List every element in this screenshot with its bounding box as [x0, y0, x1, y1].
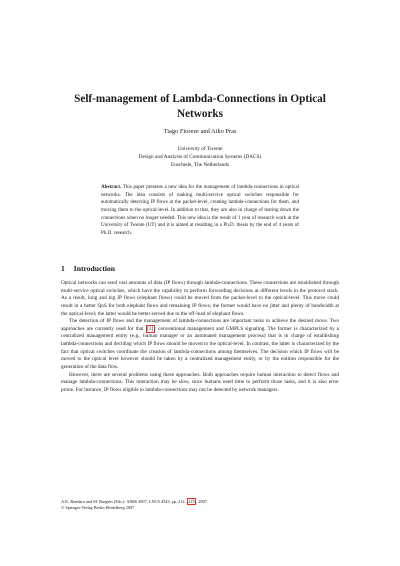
paragraph-3: However, there are several problems using these approaches. Both approaches require human interaction to detect flows and manage lambda-connections. This interaction may be slow, since humans need time to perform those tasks, and it is also error prone. For instance, IP flows eligible to lambda-connections may not be detected by network managers. [61, 371, 339, 393]
footer-copyright: © Springer-Verlag Berlin Heidelberg 2007 [61, 505, 135, 511]
body-text [61, 280, 339, 394]
affiliation-line-2: Design and Analysis of Communication Systems (DACS) [138, 154, 262, 161]
section-title: Introduction [73, 264, 116, 273]
footer-citation-start: A.K. Bandara and M. Burgess (Eds.): AIMS 2007, LNCS 4543, pp. 212– [61, 499, 187, 504]
affiliation-line-3: Enschede, The Netherlands [171, 162, 229, 169]
paper-title: Self-management of Lambda-Connections in Optical Networks [74, 93, 326, 120]
abstract-label: Abstract. [101, 184, 122, 190]
authors: Tiago Fioreze and Aiko Pras [163, 128, 237, 135]
paragraph-2-start: The detection of IP flows and the management of lambda-connections are important tasks to achieve the desired move. Two approaches are currently used for that [61, 318, 339, 332]
abstract [101, 184, 299, 238]
affiliation [60, 145, 340, 170]
footer-citation-end: , 2007. [196, 499, 209, 504]
citation-link[interactable]: [1] [147, 325, 154, 332]
section-number: 1 [61, 264, 65, 273]
abstract-text: This paper presents a new idea for the management of lambda-connections in optical networks. The idea consists of making multi-service optical switches responsible for automatically detecting IP flows at the packet-level, creating lambda-connections for them, and moving them to the optical-level. In addition to that, they are also in charge of tearing down the connections when no longer needed. This new idea is the result of 1 year of research work at the University of Twente (UT) and it is aimed at resulting in a Ph.D. thesis by the end of 4 years of Ph.D. research. [101, 184, 299, 236]
section-heading [61, 264, 115, 273]
affiliation-line-1: University of Twente [177, 146, 223, 152]
paragraph-2 [61, 318, 339, 371]
footer [61, 499, 339, 511]
page-link[interactable]: 215 [188, 499, 195, 504]
paragraph-1: Optical networks can send vast amounts of data (IP flows) through lambda-connections. These connections are established through multi-service optical switches, which have the capability to perform forwarding decisions at different levels in the protocol stack. As a result, long and big IP flows (elephant flows) could be moved from the packet-level to the optical-level. This move could result in a better QoS for both elephant flows and remaining IP flows; the former would have no jitter and plenty of bandwidth at the optical-level; the latter would be better served due to the off-load of elephant flows. [61, 280, 339, 317]
paragraph-2-end: : conventional management and GMPLS signaling. The former is characterized by a centralized management entity (e.g., human manager or an automated management process) that is in charge of establishing lambda-connections and deciding which IP flows should be moved to the optical-level. In contrast, the latter is characterized by the fact that optical switches coordinate the creation of lambda-connections among themselves. The decision which IP flows will be moved to the optical level however should be taken by a centralized management entity, or by the entities responsible for the generation of the data flow. [61, 325, 340, 370]
